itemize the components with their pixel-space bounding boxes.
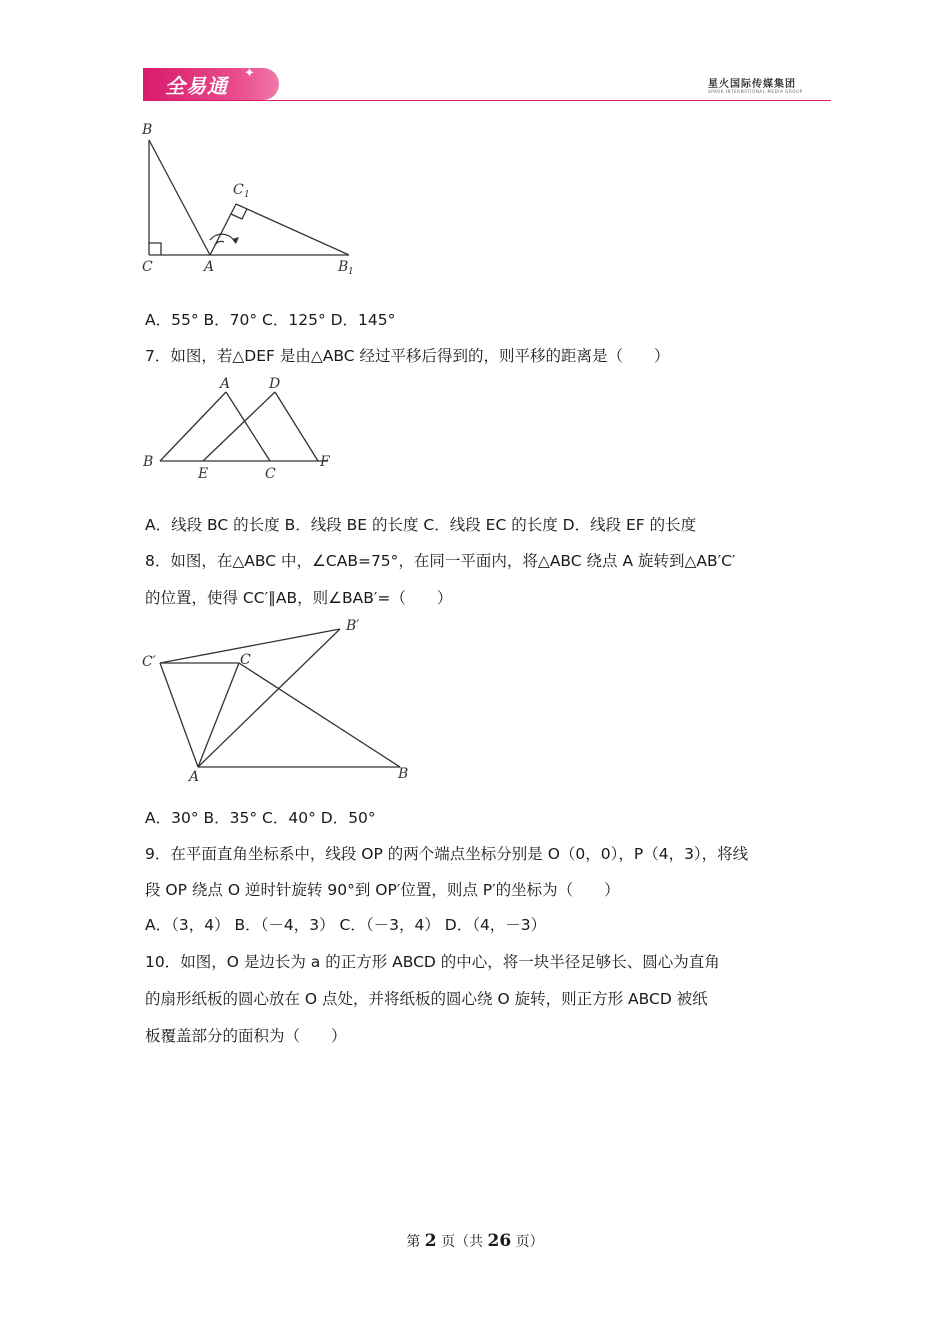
fig8-label-c1: C′ (142, 654, 156, 670)
sparkle-icon: ✦ (244, 66, 255, 81)
header-divider (143, 100, 831, 101)
footer-suffix: 页） (515, 1234, 544, 1250)
brand-name: 星火国际传媒集团 (708, 79, 796, 90)
fig8-label-b1: B′ (346, 618, 360, 634)
q9-options: A．（3，4） B．（－4，3） C．（－3，4） D．（4，－3） (145, 916, 547, 934)
q8-stem-line1: 8．如图，在△ABC 中，∠CAB=75°，在同一平面内，将△ABC 绕点 A 旋转到△AB′C′ (145, 552, 736, 570)
fig7-label-a: A (220, 376, 231, 392)
fig6-segment-ac1 (210, 204, 236, 255)
q9-stem-line2: 段 OP 绕点 O 逆时针旋转 90°到 OP′位置，则点 P′的坐标为（ ） (145, 881, 620, 899)
fig6-label-b1-sub: 1 (348, 267, 354, 277)
q7-options: A．线段 BC 的长度 B．线段 BE 的长度 C．线段 EC 的长度 D．线段 EF 的长度 (145, 516, 697, 534)
fig6-rotation-arc (210, 234, 235, 242)
fig7-label-d: D (269, 376, 281, 392)
fig6-label-c1-sub: 1 (244, 190, 250, 200)
fig8-label-a: A (189, 769, 200, 785)
fig6-segment-ba (149, 140, 210, 255)
fig6-label-b: B (142, 122, 153, 138)
fig6-label-c: C (142, 259, 153, 275)
fig7-segment-ba (160, 392, 226, 461)
fig6-label-a: A (204, 259, 215, 275)
brand-subtitle: SPARK INTERNATIONAL MEDIA GROUP (708, 89, 803, 94)
q8-options: A．30° B．35° C．40° D．50° (145, 809, 376, 827)
page-number: 2 (424, 1231, 437, 1251)
q6-options: A．55° B．70° C．125° D．145° (145, 311, 396, 329)
fig7-label-f: F (320, 454, 330, 470)
fig7-label-c: C (265, 466, 276, 482)
fig7-segment-ed (203, 392, 275, 461)
figure-q8 (140, 614, 420, 789)
q8-stem-line2: 的位置，使得 CC′∥AB，则∠BAB′=（ ） (145, 589, 453, 607)
fig8-segment-c1a (160, 663, 198, 767)
footer-middle: 页（共 (441, 1234, 484, 1250)
fig8-label-c: C (240, 652, 251, 668)
fig6-label-b1: B (338, 259, 349, 275)
q10-stem-line3: 板覆盖部分的面积为（ ） (145, 1027, 347, 1045)
fig6-right-angle-c (149, 243, 161, 255)
fig7-segment-df (275, 392, 318, 461)
fig8-segment-ac (198, 663, 239, 767)
page-footer (0, 1231, 950, 1251)
footer-prefix: 第 (406, 1234, 421, 1250)
fig6-rotation-arrow-icon (232, 237, 239, 244)
logo-text: 全易通 (165, 74, 228, 98)
fig7-label-b: B (143, 454, 154, 470)
figure-q7 (140, 374, 340, 484)
fig8-segment-cb (239, 663, 400, 767)
q9-stem-line1: 9．在平面直角坐标系中，线段 OP 的两个端点坐标分别是 O（0，0），P（4，3），将线 (145, 845, 749, 863)
q7-stem: 7．如图，若△DEF 是由△ABC 经过平移后得到的，则平移的距离是（ ） (145, 347, 670, 365)
figure-q6 (140, 118, 365, 280)
total-pages: 26 (487, 1231, 512, 1251)
fig7-label-e: E (198, 466, 209, 482)
q10-stem-line2: 的扇形纸板的圆心放在 O 点处，并将纸板的圆心绕 O 旋转，则正方形 ABCD 被纸 (145, 990, 708, 1008)
q10-stem-line1: 10．如图，O 是边长为 a 的正方形 ABCD 的中心，将一块半径足够长、圆心为直角 (145, 953, 720, 971)
fig6-segment-c1b1 (236, 204, 349, 255)
fig8-segment-ab1 (198, 629, 340, 767)
fig8-label-b: B (398, 766, 409, 782)
fig6-label-c1: C (233, 182, 244, 198)
